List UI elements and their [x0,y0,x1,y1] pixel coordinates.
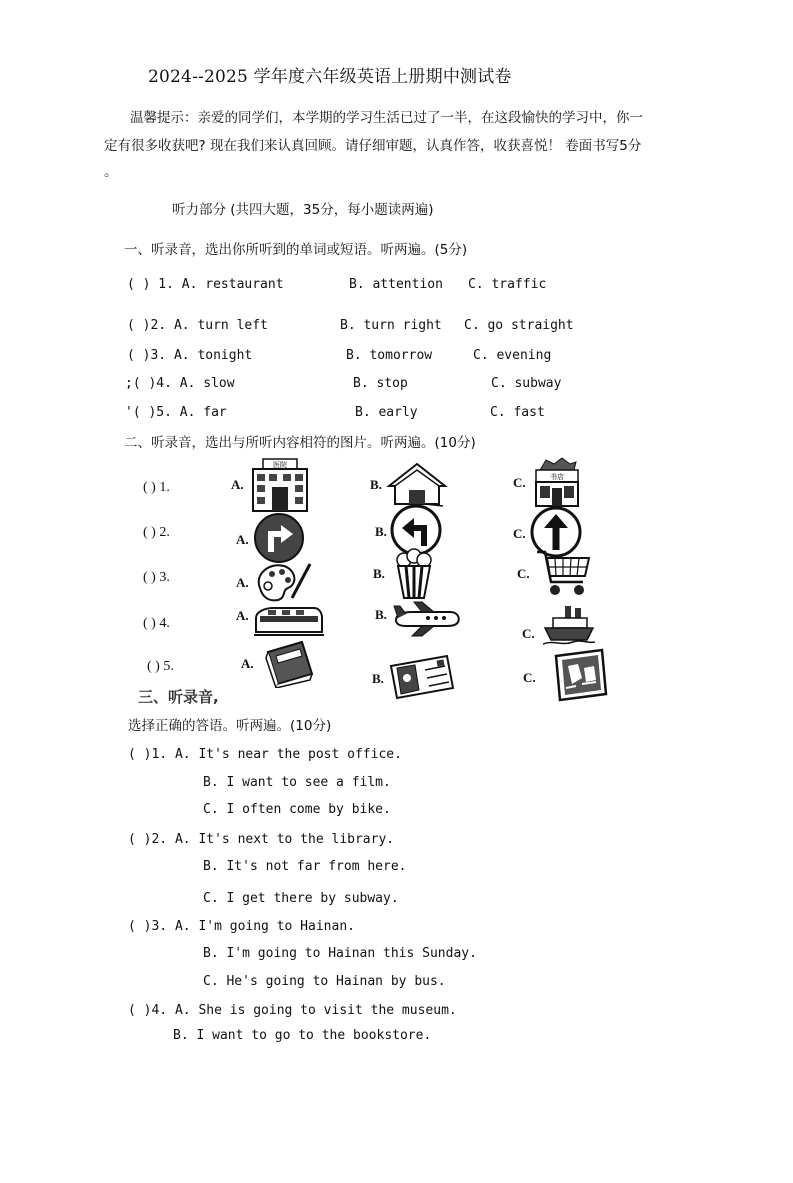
s1-q1-option-b: B. attention [349,277,443,292]
tip-line-2: 定有很多收获吧? 现在我们来认真回顾。请仔细审题，认真作答，收获喜悦！ 卷面书写5分 [104,138,642,154]
s3-q4-option-b: B. I want to go to the bookstore. [173,1028,432,1043]
s3-q1: ( )1. A. It's near the post office. [128,747,402,762]
s2-row3-label-b: B. [373,566,385,581]
map-picture-icon [552,648,610,702]
s1-q3-option-c: C. evening [473,348,552,363]
s1-q2: ( )2. A. turn left [127,318,268,333]
s2-row1-label-a: A. [231,477,244,492]
section3-heading-part1: 三、听录音, [138,688,219,706]
bookstore-sign-text: 书店 [550,473,564,481]
section3-heading-part2: 选择正确的答语。听两遍。(10分) [128,718,332,734]
listening-header: 听力部分 (共四大题，35分，每小题读两遍) [172,202,434,218]
s2-row1-number: ( ) 1. [143,480,170,495]
postcard-icon [389,654,455,700]
book-icon [264,640,316,688]
s2-row3-label-a: A. [236,575,249,590]
s1-q4-option-b: B. stop [353,376,408,391]
s1-q4-option-c: C. subway [491,376,562,391]
s1-q5-option-c: C. fast [490,405,545,420]
s2-row4-label-c: C. [522,626,535,641]
s1-q3-option-b: B. tomorrow [346,348,433,363]
s2-row4-number: ( ) 4. [143,616,170,631]
s2-row5-label-a: A. [241,656,254,671]
bookstore-building-icon [532,456,582,508]
s2-row4-label-a: A. [236,608,249,623]
airplane-icon [392,600,462,638]
section2-heading: 二、听录音，选出与所听内容相符的图片。听两遍。(10分) [124,435,476,451]
s2-row4-label-b: B. [375,607,387,622]
tip-line-3: 。 [104,164,118,180]
train-icon [254,604,324,638]
s3-q1-option-c: C. I often come by bike. [203,802,391,817]
s3-q2-option-c: C. I get there by subway. [203,891,399,906]
section1-heading: 一、听录音，选出你所听到的单词或短语。听两遍。(5分) [124,242,468,258]
ship-icon [543,604,595,646]
s2-row5-number: ( ) 5. [147,659,174,674]
paint-palette-icon [252,558,312,606]
s3-q2-option-b: B. It's not far from here. [203,859,407,874]
s2-row1-label-c: C. [513,475,526,490]
s2-row5-label-c: C. [523,670,536,685]
s2-row1-label-b: B. [370,477,382,492]
s2-row2-label-a: A. [236,532,249,547]
s3-q3-option-c: C. He's going to Hainan by bus. [203,974,446,989]
s1-q5: '( )5. A. far [125,405,227,420]
s1-q1-option-c: C. traffic [468,277,547,292]
shopping-cart-icon [535,548,591,598]
hospital-building-icon [250,457,310,513]
s2-row2-number: ( ) 2. [143,525,170,540]
page-title: 2024--2025 学年度六年级英语上册期中测试卷 [148,67,512,87]
s1-q4: ;( )4. A. slow [125,376,235,391]
s3-q3-option-b: B. I'm going to Hainan this Sunday. [203,946,477,961]
s1-q3: ( )3. A. tonight [127,348,253,363]
s2-row2-label-c: C. [513,526,526,541]
house-roof-icon [385,460,449,508]
s3-q2: ( )2. A. It's next to the library. [128,832,395,847]
s2-row3-number: ( ) 3. [143,570,170,585]
s2-row3-label-c: C. [517,566,530,581]
turn-right-sign-icon [253,512,305,564]
s1-q5-option-b: B. early [355,405,418,420]
hospital-sign-text: 医院 [273,461,287,469]
s1-q2-option-b: B. turn right [340,318,442,333]
s2-row5-label-b: B. [372,671,384,686]
s1-q1: ( ) 1. A. restaurant [127,277,284,292]
s3-q3: ( )3. A. I'm going to Hainan. [128,919,355,934]
s1-q2-option-c: C. go straight [464,318,574,333]
tip-line-1: 温馨提示：亲爱的同学们，本学期的学习生活已过了一半，在这段愉快的学习中，你一 [130,110,643,126]
s2-row2-label-b: B. [375,524,387,539]
s3-q4: ( )4. A. She is going to visit the museum. [128,1003,457,1018]
s3-q1-option-b: B. I want to see a film. [203,775,391,790]
popcorn-icon [392,548,436,600]
